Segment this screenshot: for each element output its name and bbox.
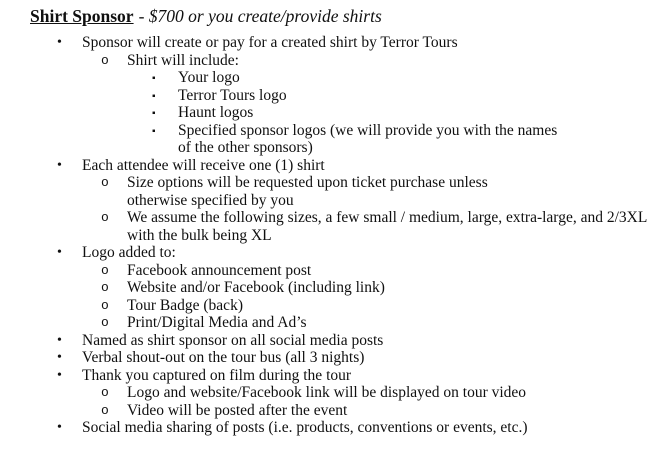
list-item [0,69,649,87]
bullet-circle-icon: o [101,402,109,418]
text-line: Your logo [178,69,240,86]
list-item-text [82,367,649,385]
bullet-square-icon: ▪ [152,125,156,137]
list-item-text [127,402,649,420]
bullet-circle-icon: o [101,385,109,400]
list-item [0,279,649,297]
list-item-text [82,332,649,350]
bullet-square-icon: ▪ [152,73,156,84]
text-line: Named as shirt sponsor on all social media posts [82,331,384,349]
text-line: Sponsor will create or pay for a created shirt by Terror Tours [82,34,458,51]
list-item [0,52,649,70]
list-item-text [178,104,649,122]
text-line: Social media sharing of posts (i.e. products, conventions or events, etc.) [82,419,528,436]
bullet-disc-icon: • [57,245,62,260]
bullet-square-icon: ▪ [152,90,156,102]
list-item [0,262,649,280]
list-item-text [127,279,649,297]
list-item-text [178,69,649,87]
bullet-disc-icon: • [57,157,62,173]
bullet-disc-icon: • [57,420,62,435]
list-item [0,174,649,209]
list-item-text [127,209,649,244]
text-line: otherwise specified by you [127,191,294,209]
bullet-circle-icon: o [101,175,109,190]
page-title [0,0,649,28]
bullet-circle-icon: o [101,262,109,278]
text-line: Thank you captured on film during the tour [82,366,352,384]
text-line: Logo and website/Facebook link will be displayed on tour video [127,384,527,401]
bullet-circle-icon: o [101,210,109,225]
list-item [0,34,649,52]
text-line: Print/Digital Media and Ad’s [127,314,307,331]
list-item [0,332,649,350]
list-item-text [127,384,649,402]
bullet-disc-icon: • [57,35,62,50]
list-item-text [127,297,649,315]
bullet-circle-icon: o [101,297,109,313]
text-line: Size options will be requested upon ticket purchase unless [127,174,488,191]
list-item [0,104,649,122]
bullet-list [0,34,649,437]
list-item-text [82,349,649,367]
list-item [0,349,649,367]
text-line: Shirt will include: [127,51,239,69]
bullet-circle-icon: o [101,52,109,68]
list-item [0,314,649,332]
bullet-disc-icon: • [57,367,62,383]
list-item [0,157,649,175]
list-item [0,122,649,157]
text-line: of the other sponsors) [178,139,313,156]
text-line: Specified sponsor logos (we will provide you with the names [178,121,558,139]
list-item-text [127,52,649,70]
list-item [0,209,649,244]
text-line: We assume the following sizes, a few small / medium, large, extra-large, and 2/3XL [127,209,648,226]
list-item-text [127,174,649,209]
list-item-text [82,244,649,262]
text-line: Haunt logos [178,104,254,121]
bullet-disc-icon: • [57,332,62,348]
list-item-text [127,262,649,280]
list-item [0,297,649,315]
list-item-text [82,157,649,175]
list-item-text [82,34,649,52]
subtitle-text: - $700 or you create/provide shirts [138,6,382,26]
text-line: Terror Tours logo [178,86,287,104]
text-line: with the bulk being XL [127,226,272,244]
list-item [0,384,649,402]
text-line: Video will be posted after the event [127,401,348,419]
list-item-text [82,419,649,437]
list-item [0,367,649,385]
text-line: Each attendee will receive one (1) shirt [82,156,325,174]
list-item [0,87,649,105]
text-line: Website and/or Facebook (including link) [127,279,385,296]
bullet-circle-icon: o [101,315,109,330]
text-line: Logo added to: [82,244,176,261]
text-line: Tour Badge (back) [127,296,243,314]
bullet-disc-icon: • [57,350,62,365]
list-item-text [178,87,649,105]
title-text: Shirt Sponsor [30,6,134,26]
list-item-text [127,314,649,332]
list-item [0,244,649,262]
list-item [0,419,649,437]
text-line: Verbal shout-out on the tour bus (all 3 nights) [82,349,365,366]
bullet-square-icon: ▪ [152,108,156,119]
list-item-text [178,122,649,157]
text-line: Facebook announcement post [127,261,312,279]
bullet-circle-icon: o [101,280,109,295]
list-item [0,402,649,420]
